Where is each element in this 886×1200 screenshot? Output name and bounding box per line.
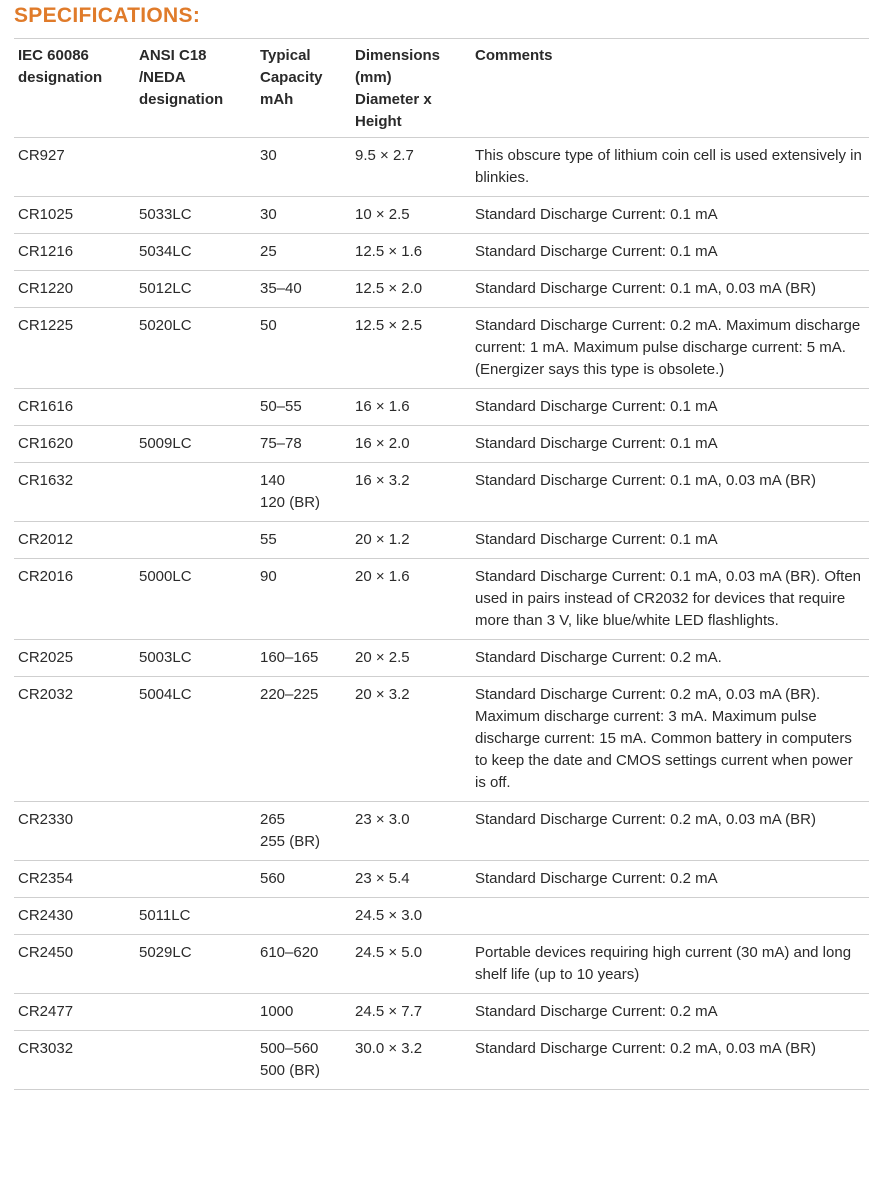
cell-capacity: 220–225: [260, 686, 319, 703]
cell-dimensions: 16 × 3.2: [355, 472, 410, 489]
table-row: [14, 994, 869, 1031]
cell-dimensions: 30.0 × 3.2: [355, 1040, 423, 1057]
cell-capacity: 1000: [260, 1003, 294, 1020]
cell-comments: Standard Discharge Current: 0.1 mA, 0.03 mA (BR): [475, 472, 816, 489]
cell-ansi: [135, 1031, 256, 1090]
header-ansi-designation: ANSI C18 /NEDA designation: [139, 47, 224, 108]
cell-ansi: 5033LC: [139, 206, 192, 223]
cell-comments: Standard Discharge Current: 0.2 mA. Maximum discharge current: 1 mA. Maximum pulse discharge current: 5 mA. (Energizer says this type is obsolete.): [475, 317, 861, 378]
page-title: SPECIFICATIONS:: [14, 4, 201, 27]
cell-comments: Standard Discharge Current: 0.2 mA, 0.03 mA (BR): [475, 811, 816, 828]
cell-comments: Standard Discharge Current: 0.1 mA, 0.03 mA (BR): [475, 280, 816, 297]
cell-iec: CR2016: [18, 568, 74, 585]
cell-iec: CR2450: [18, 944, 74, 961]
cell-dimensions: 12.5 × 2.0: [355, 280, 423, 297]
cell-comments: Standard Discharge Current: 0.1 mA, 0.03 mA (BR). Often used in pairs instead of CR2032 for devices that require more than 3 V, like blue/white LED flashlights.: [475, 568, 862, 629]
header-comments: Comments: [475, 47, 553, 64]
cell-dimensions: 23 × 5.4: [355, 870, 410, 887]
cell-capacity: 610–620: [260, 944, 319, 961]
cell-ansi: [135, 994, 256, 1031]
table-row: [14, 463, 869, 522]
cell-ansi: [135, 463, 256, 522]
cell-capacity: 90: [260, 568, 277, 585]
header-iec-designation: IEC 60086 designation: [18, 47, 103, 86]
cell-comments: Standard Discharge Current: 0.2 mA: [475, 870, 718, 887]
cell-iec: CR1620: [18, 435, 74, 452]
cell-dimensions: 24.5 × 7.7: [355, 1003, 423, 1020]
table-row: [14, 898, 869, 935]
cell-ansi: 5004LC: [139, 686, 192, 703]
table-row: [14, 861, 869, 898]
cell-capacity: 75–78: [260, 435, 302, 452]
table-row: [14, 308, 869, 389]
table-row: [14, 234, 869, 271]
cell-comments: Standard Discharge Current: 0.1 mA: [475, 243, 718, 260]
cell-ansi: 5034LC: [139, 243, 192, 260]
cell-dimensions: 10 × 2.5: [355, 206, 410, 223]
table-row: [14, 1031, 869, 1090]
cell-ansi: 5011LC: [139, 907, 191, 924]
cell-ansi: 5000LC: [139, 568, 192, 585]
table-row: [14, 389, 869, 426]
cell-comments: Standard Discharge Current: 0.1 mA: [475, 531, 718, 548]
cell-dimensions: 20 × 1.6: [355, 568, 410, 585]
cell-capacity: 500–560 500 (BR): [260, 1040, 321, 1079]
cell-comments: Standard Discharge Current: 0.2 mA: [475, 1003, 718, 1020]
cell-capacity: 50–55: [260, 398, 302, 415]
cell-ansi: 5029LC: [139, 944, 192, 961]
cell-iec: CR1025: [18, 206, 74, 223]
cell-capacity: 265 255 (BR): [260, 811, 321, 850]
cell-ansi: 5020LC: [139, 317, 192, 334]
cell-dimensions: 20 × 3.2: [355, 686, 410, 703]
cell-ansi: 5009LC: [139, 435, 192, 452]
cell-ansi: [135, 138, 256, 197]
cell-iec: CR1216: [18, 243, 74, 260]
cell-comments: Standard Discharge Current: 0.2 mA, 0.03 mA (BR): [475, 1040, 816, 1057]
table-row: [14, 677, 869, 802]
cell-ansi: 5003LC: [139, 649, 192, 666]
table-row: [14, 197, 869, 234]
cell-comments: Standard Discharge Current: 0.2 mA.: [475, 649, 722, 666]
table-row: [14, 559, 869, 640]
header-dimensions: Dimensions (mm) Diameter x Height: [355, 47, 441, 130]
cell-ansi: 5012LC: [139, 280, 192, 297]
cell-ansi: [135, 389, 256, 426]
cell-iec: CR1632: [18, 472, 74, 489]
cell-capacity: 30: [260, 147, 277, 164]
cell-comments: This obscure type of lithium coin cell is used extensively in blinkies.: [475, 147, 862, 186]
cell-dimensions: 16 × 1.6: [355, 398, 410, 415]
cell-dimensions: 20 × 1.2: [355, 531, 410, 548]
cell-dimensions: 24.5 × 3.0: [355, 907, 423, 924]
cell-comments: Standard Discharge Current: 0.1 mA: [475, 206, 718, 223]
table-row: [14, 522, 869, 559]
cell-iec: CR2330: [18, 811, 74, 828]
cell-capacity: 160–165: [260, 649, 319, 666]
cell-iec: CR2032: [18, 686, 74, 703]
table-header-row: [14, 39, 869, 138]
table-row: [14, 271, 869, 308]
table-row: [14, 802, 869, 861]
cell-capacity: [256, 898, 351, 935]
cell-comments: Standard Discharge Current: 0.2 mA, 0.03 mA (BR). Maximum discharge current: 3 mA. Maximum pulse discharge current: 15 mA. Common battery in computers to keep the date and CMOS settings current when power is off.: [475, 686, 853, 791]
cell-comments: Standard Discharge Current: 0.1 mA: [475, 435, 718, 452]
cell-dimensions: 16 × 2.0: [355, 435, 410, 452]
cell-ansi: [135, 802, 256, 861]
cell-ansi: [135, 861, 256, 898]
cell-iec: CR2477: [18, 1003, 74, 1020]
table-body: [14, 138, 869, 1090]
table-row: [14, 138, 869, 197]
cell-capacity: 560: [260, 870, 286, 887]
cell-dimensions: 9.5 × 2.7: [355, 147, 414, 164]
cell-ansi: [135, 522, 256, 559]
cell-comments: [471, 898, 869, 935]
cell-dimensions: 20 × 2.5: [355, 649, 410, 666]
cell-dimensions: 24.5 × 5.0: [355, 944, 423, 961]
cell-iec: CR2430: [18, 907, 74, 924]
cell-capacity: 25: [260, 243, 277, 260]
cell-capacity: 35–40: [260, 280, 302, 297]
cell-iec: CR2012: [18, 531, 74, 548]
cell-iec: CR2025: [18, 649, 74, 666]
cell-capacity: 140 120 (BR): [260, 472, 321, 511]
cell-dimensions: 12.5 × 1.6: [355, 243, 423, 260]
cell-comments: Portable devices requiring high current (30 mA) and long shelf life (up to 10 years): [475, 944, 852, 983]
specifications-table: [14, 38, 869, 1090]
cell-capacity: 30: [260, 206, 277, 223]
table-row: [14, 426, 869, 463]
cell-iec: CR927: [18, 147, 65, 164]
cell-iec: CR3032: [18, 1040, 74, 1057]
cell-iec: CR1220: [18, 280, 74, 297]
table-row: [14, 640, 869, 677]
cell-dimensions: 12.5 × 2.5: [355, 317, 423, 334]
cell-dimensions: 23 × 3.0: [355, 811, 410, 828]
cell-iec: CR1225: [18, 317, 74, 334]
table-row: [14, 935, 869, 994]
cell-iec: CR2354: [18, 870, 74, 887]
cell-iec: CR1616: [18, 398, 74, 415]
cell-capacity: 55: [260, 531, 277, 548]
cell-comments: Standard Discharge Current: 0.1 mA: [475, 398, 718, 415]
header-capacity: Typical Capacity mAh: [260, 47, 323, 108]
cell-capacity: 50: [260, 317, 277, 334]
